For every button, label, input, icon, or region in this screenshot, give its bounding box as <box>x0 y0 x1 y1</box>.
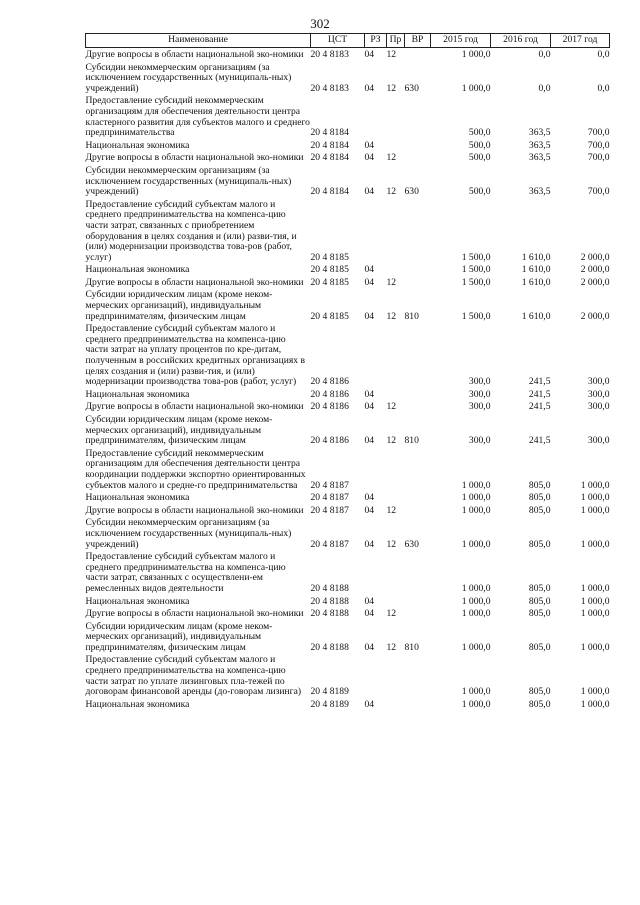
row-cst: 20 4 8185 <box>310 310 349 322</box>
header-rz: РЗ <box>365 34 387 48</box>
row-name: Национальная экономика <box>85 139 190 151</box>
row-value-2016: 805,0 <box>528 641 551 653</box>
row-pr <box>387 491 405 504</box>
header-cst: ЦСТ <box>311 34 365 48</box>
row-value-2016: 1 610,0 <box>521 264 551 276</box>
row-value-2017: 300,0 <box>587 376 610 388</box>
row-name: Национальная экономика <box>85 595 190 607</box>
row-value-2015: 1 500,0 <box>461 264 491 276</box>
row-vr <box>405 276 431 289</box>
row-pr: 12 <box>386 152 397 164</box>
row-cst: 20 4 8188 <box>310 641 349 653</box>
row-pr <box>387 550 405 594</box>
row-pr: 12 <box>386 504 397 516</box>
table-row <box>86 620 610 654</box>
row-vr: 810 <box>404 310 419 322</box>
row-rz: 04 <box>364 139 375 151</box>
row-vr: 630 <box>404 538 419 550</box>
row-rz: 04 <box>364 595 375 607</box>
row-rz: 04 <box>364 401 375 413</box>
table-row <box>86 276 610 289</box>
row-cst: 20 4 8187 <box>310 504 349 516</box>
row-value-2015: 1 000,0 <box>461 49 491 60</box>
row-vr <box>405 388 431 401</box>
row-cst: 20 4 8185 <box>310 264 349 276</box>
table-header <box>86 34 610 48</box>
row-value-2016: 363,5 <box>528 152 551 164</box>
row-pr <box>387 94 405 138</box>
row-cst: 20 4 8185 <box>310 276 349 288</box>
row-value-2015: 1 000,0 <box>461 595 491 607</box>
row-name: Национальная экономика <box>85 492 190 504</box>
table-row <box>86 48 610 61</box>
row-value-2015: 1 000,0 <box>461 479 491 491</box>
row-rz: 04 <box>364 310 375 322</box>
row-value-2016: 805,0 <box>528 608 551 620</box>
table-row <box>86 263 610 276</box>
row-name: Предоставление субсидий субъектам малого и среднего предпринимательства на компенса-цию части затрат, связанных с осуществлени-ем ремесленных видов деятельности <box>85 551 286 594</box>
row-vr: 630 <box>404 186 419 198</box>
row-name: Субсидии некоммерческим организациям (за исключением государственных (муниципаль-ных) учреждений) <box>85 61 292 94</box>
row-value-2016: 805,0 <box>528 504 551 516</box>
table-row <box>86 61 610 95</box>
row-cst: 20 4 8188 <box>310 595 349 607</box>
row-pr <box>387 653 405 697</box>
row-vr <box>405 263 431 276</box>
row-value-2017: 2 000,0 <box>580 276 610 288</box>
row-cst: 20 4 8183 <box>310 82 349 94</box>
row-value-2016: 241,5 <box>528 388 551 400</box>
row-value-2015: 1 000,0 <box>461 538 491 550</box>
row-value-2017: 0,0 <box>597 49 610 60</box>
row-rz: 04 <box>364 698 375 710</box>
header-pr: Пр <box>387 34 405 48</box>
table-row <box>86 139 610 152</box>
table-row <box>86 322 610 388</box>
row-value-2015: 1 000,0 <box>461 582 491 594</box>
row-value-2017: 300,0 <box>587 401 610 413</box>
table-row <box>86 653 610 697</box>
row-cst: 20 4 8187 <box>310 538 349 550</box>
row-pr: 12 <box>386 608 397 620</box>
row-value-2016: 805,0 <box>528 479 551 491</box>
row-cst: 20 4 8186 <box>310 401 349 413</box>
row-name: Предоставление субсидий некоммерческим организациям для обеспечения деятельности центра координации поддержки экспортно ориентированных субъектов малого и средне-го предпринимательства <box>85 447 306 491</box>
row-vr <box>405 607 431 620</box>
table-row <box>86 151 610 164</box>
row-cst: 20 4 8189 <box>310 698 349 710</box>
row-rz <box>365 94 387 138</box>
row-value-2016: 0,0 <box>538 49 551 60</box>
row-value-2017: 1 000,0 <box>580 698 610 710</box>
row-value-2017: 700,0 <box>587 139 610 151</box>
row-value-2017: 1 000,0 <box>580 479 610 491</box>
row-value-2016: 1 610,0 <box>521 310 551 322</box>
row-cst: 20 4 8184 <box>310 127 349 139</box>
row-pr: 12 <box>386 276 397 288</box>
row-pr <box>387 447 405 491</box>
row-rz: 04 <box>364 82 375 94</box>
row-pr: 12 <box>386 82 397 94</box>
row-vr: 810 <box>404 641 419 653</box>
row-name: Предоставление субсидий субъектам малого и среднего предпринимательства на компенса-цию части затрат по уплате лизинговых пла-тежей по договорам финансовой аренды (до-говорам лизинга) <box>85 654 302 698</box>
row-value-2015: 300,0 <box>468 435 491 447</box>
row-value-2016: 241,5 <box>528 376 551 388</box>
row-value-2015: 500,0 <box>468 127 491 139</box>
row-name: Национальная экономика <box>85 698 190 710</box>
row-value-2017: 1 000,0 <box>580 686 610 698</box>
row-value-2017: 2 000,0 <box>580 251 610 263</box>
table-row <box>86 94 610 138</box>
row-value-2016: 241,5 <box>528 435 551 447</box>
table-row <box>86 550 610 594</box>
row-value-2017: 1 000,0 <box>580 641 610 653</box>
table-row <box>86 198 610 264</box>
row-cst: 20 4 8189 <box>310 686 349 698</box>
row-vr <box>405 151 431 164</box>
table-row <box>86 447 610 491</box>
row-name: Другие вопросы в области национальной эко-номики <box>85 504 304 516</box>
row-value-2017: 700,0 <box>587 127 610 139</box>
row-name: Национальная экономика <box>85 388 190 400</box>
row-rz <box>365 447 387 491</box>
row-value-2017: 700,0 <box>587 186 610 198</box>
row-value-2016: 363,5 <box>528 127 551 139</box>
row-name: Субсидии юридическим лицам (кроме неком-мерческих организаций), индивидуальным предпринимателям, физическим лицам <box>85 620 273 653</box>
row-pr <box>387 198 405 264</box>
row-value-2016: 805,0 <box>528 686 551 698</box>
row-value-2017: 2 000,0 <box>580 310 610 322</box>
row-value-2015: 1 000,0 <box>461 82 491 94</box>
row-value-2017: 2 000,0 <box>580 264 610 276</box>
budget-table <box>85 33 610 710</box>
row-vr <box>405 94 431 138</box>
row-rz: 04 <box>364 186 375 198</box>
header-name: Наименование <box>86 34 311 48</box>
row-value-2015: 1 000,0 <box>461 492 491 504</box>
row-value-2016: 1 610,0 <box>521 276 551 288</box>
table-row <box>86 516 610 550</box>
row-rz <box>365 653 387 697</box>
row-vr: 630 <box>404 82 419 94</box>
row-name: Субсидии некоммерческим организациям (за исключением государственных (муниципаль-ных) учреждений) <box>85 517 292 550</box>
row-vr <box>405 550 431 594</box>
row-rz <box>365 322 387 388</box>
row-pr: 12 <box>386 401 397 413</box>
row-vr <box>405 491 431 504</box>
page-number: 302 <box>310 16 330 31</box>
row-value-2015: 1 000,0 <box>461 504 491 516</box>
row-name: Другие вопросы в области национальной эко-номики <box>85 401 304 413</box>
header-2015: 2015 год <box>431 34 491 48</box>
row-name: Субсидии юридическим лицам (кроме неком-мерческих организаций), индивидуальным предпринимателям, физическим лицам <box>85 289 273 322</box>
row-rz: 04 <box>364 49 375 60</box>
header-2017: 2017 год <box>551 34 610 48</box>
row-value-2016: 0,0 <box>538 82 551 94</box>
row-rz: 04 <box>364 504 375 516</box>
header-vr: ВР <box>405 34 431 48</box>
row-cst: 20 4 8186 <box>310 376 349 388</box>
table-body <box>86 48 610 711</box>
row-vr <box>405 198 431 264</box>
row-rz: 04 <box>364 264 375 276</box>
row-name: Другие вопросы в области национальной эко-номики <box>85 276 304 288</box>
row-name: Субсидии юридическим лицам (кроме неком-мерческих организаций), индивидуальным предпринимателям, физическим лицам <box>85 414 273 447</box>
row-pr <box>387 388 405 401</box>
row-rz: 04 <box>364 492 375 504</box>
table-row <box>86 595 610 608</box>
row-value-2015: 1 000,0 <box>461 641 491 653</box>
row-name: Предоставление субсидий некоммерческим организациям для обеспечения деятельности центра кластерного развития для субъектов малого и среднего предпринимательства <box>85 95 310 139</box>
row-cst: 20 4 8183 <box>310 49 349 60</box>
row-rz: 04 <box>364 435 375 447</box>
row-value-2017: 1 000,0 <box>580 608 610 620</box>
table-row <box>86 388 610 401</box>
row-value-2015: 1 000,0 <box>461 608 491 620</box>
row-value-2015: 300,0 <box>468 401 491 413</box>
row-rz: 04 <box>364 388 375 400</box>
row-value-2015: 300,0 <box>468 388 491 400</box>
row-vr <box>405 653 431 697</box>
row-vr <box>405 400 431 413</box>
row-value-2017: 700,0 <box>587 152 610 164</box>
row-value-2017: 300,0 <box>587 435 610 447</box>
row-rz: 04 <box>364 641 375 653</box>
row-value-2015: 500,0 <box>468 152 491 164</box>
row-rz: 04 <box>364 152 375 164</box>
row-name: Другие вопросы в области национальной эко-номики <box>85 49 304 60</box>
row-vr <box>405 322 431 388</box>
row-value-2017: 1 000,0 <box>580 504 610 516</box>
row-rz <box>365 550 387 594</box>
row-value-2016: 363,5 <box>528 186 551 198</box>
row-pr: 12 <box>386 538 397 550</box>
row-cst: 20 4 8188 <box>310 608 349 620</box>
row-pr <box>387 322 405 388</box>
header-2016: 2016 год <box>491 34 551 48</box>
row-value-2015: 300,0 <box>468 376 491 388</box>
row-value-2015: 1 000,0 <box>461 686 491 698</box>
row-vr <box>405 48 431 61</box>
table-row <box>86 504 610 517</box>
row-cst: 20 4 8186 <box>310 435 349 447</box>
row-pr: 12 <box>386 49 397 60</box>
row-vr <box>405 595 431 608</box>
row-cst: 20 4 8184 <box>310 152 349 164</box>
row-cst: 20 4 8185 <box>310 251 349 263</box>
row-cst: 20 4 8184 <box>310 186 349 198</box>
row-value-2017: 1 000,0 <box>580 595 610 607</box>
row-value-2016: 805,0 <box>528 582 551 594</box>
row-name: Национальная экономика <box>85 264 190 276</box>
table-row <box>86 491 610 504</box>
row-cst: 20 4 8186 <box>310 388 349 400</box>
row-pr: 12 <box>386 186 397 198</box>
row-value-2016: 805,0 <box>528 698 551 710</box>
row-value-2015: 1 500,0 <box>461 251 491 263</box>
row-cst: 20 4 8187 <box>310 479 349 491</box>
row-value-2017: 0,0 <box>597 82 610 94</box>
row-cst: 20 4 8187 <box>310 492 349 504</box>
row-name: Другие вопросы в области национальной эко-номики <box>85 152 304 164</box>
row-name: Предоставление субсидий субъектам малого и среднего предпринимательства на компенса-цию части затрат, связанных с приобретением оборудования в целях создания и (или) разви-тия, и (или) модернизации производства това-ров (работ, услуг) <box>85 198 297 263</box>
row-value-2016: 805,0 <box>528 492 551 504</box>
table-row <box>86 164 610 198</box>
row-vr: 810 <box>404 435 419 447</box>
row-rz <box>365 198 387 264</box>
table-row <box>86 400 610 413</box>
row-value-2016: 363,5 <box>528 139 551 151</box>
row-value-2016: 241,5 <box>528 401 551 413</box>
table-row <box>86 288 610 322</box>
row-name: Предоставление субсидий субъектам малого и среднего предпринимательства на компенса-цию части затрат на уплату процентов по кре-дитам, полученным в российских кредитных организациях в целях создания и (или) разви-тия, и (или) модернизации производства това-ров (работ, услуг) <box>85 323 306 388</box>
row-value-2015: 1 500,0 <box>461 310 491 322</box>
row-pr <box>387 595 405 608</box>
row-vr <box>405 447 431 491</box>
row-value-2015: 500,0 <box>468 139 491 151</box>
row-value-2015: 1 000,0 <box>461 698 491 710</box>
row-cst: 20 4 8188 <box>310 582 349 594</box>
row-value-2017: 1 000,0 <box>580 538 610 550</box>
row-value-2015: 1 500,0 <box>461 276 491 288</box>
row-rz: 04 <box>364 608 375 620</box>
row-name: Субсидии некоммерческим организациям (за исключением государственных (муниципаль-ных) учреждений) <box>85 164 292 198</box>
row-pr <box>387 139 405 152</box>
row-pr: 12 <box>386 435 397 447</box>
row-pr: 12 <box>386 641 397 653</box>
table-row <box>86 698 610 711</box>
row-pr: 12 <box>386 310 397 322</box>
row-value-2016: 1 610,0 <box>521 251 551 263</box>
row-name: Другие вопросы в области национальной эко-номики <box>85 608 304 620</box>
row-vr <box>405 139 431 152</box>
row-pr <box>387 698 405 711</box>
row-rz: 04 <box>364 276 375 288</box>
row-value-2016: 805,0 <box>528 595 551 607</box>
row-pr <box>387 263 405 276</box>
row-value-2017: 1 000,0 <box>580 582 610 594</box>
row-value-2017: 300,0 <box>587 388 610 400</box>
table-row <box>86 607 610 620</box>
row-rz: 04 <box>364 538 375 550</box>
table-row <box>86 413 610 447</box>
row-value-2017: 1 000,0 <box>580 492 610 504</box>
row-vr <box>405 504 431 517</box>
row-vr <box>405 698 431 711</box>
row-value-2015: 500,0 <box>468 186 491 198</box>
row-cst: 20 4 8184 <box>310 139 349 151</box>
row-value-2016: 805,0 <box>528 538 551 550</box>
